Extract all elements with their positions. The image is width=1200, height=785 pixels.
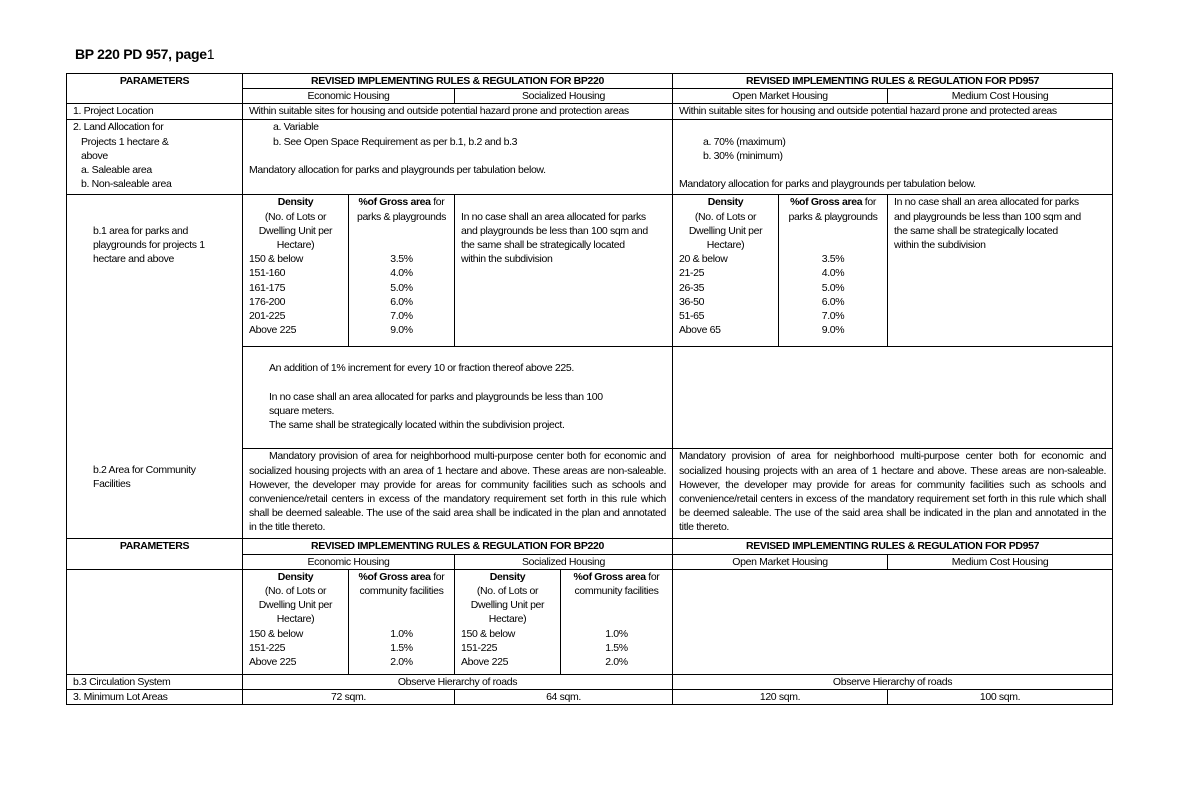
non-saleable-area-label: b. Non-saleable area bbox=[81, 178, 172, 191]
density-value: 20 & below bbox=[679, 253, 728, 266]
density-heading: Density bbox=[277, 570, 314, 583]
bp220-parks-note: In no case shall an area allocated for parks and playgrounds be less than 100 sqm and the same shall be strategically located within the subdivision bbox=[455, 195, 673, 347]
land-allocation-bp220 bbox=[243, 120, 673, 195]
percent-value: 5.0% bbox=[821, 281, 845, 294]
community-label-line: b.2 Area for Community bbox=[93, 464, 196, 477]
density-value: 161-175 bbox=[249, 281, 286, 294]
percent-value: 6.0% bbox=[821, 295, 845, 308]
open-market-housing-header: Open Market Housing bbox=[673, 89, 888, 104]
pd957-community-text: Mandatory provision of area for neighborhood multi-purpose center both for economic and socialized housing projects with an area of 1 hectare and above. These areas are non-saleable. However, the developer may provide for areas for community facilities such as schools and convenience/retail centers in excess of the mandatory requirement set forth in this rule which shall be deemed saleable. The use of the said area shall be indicated in the plan and annotated in the title thereto. bbox=[673, 449, 1113, 539]
parks-label bbox=[67, 195, 243, 347]
bp220-parks-percent: %of Gross area for parks & playgrounds 3.5% 4.0% 5.0% 6.0% 7.0% 9.0% bbox=[349, 195, 455, 347]
pd957-parks-percent: %of Gross area for parks & playgrounds 3.5% 4.0% 5.0% 6.0% 7.0% 9.0% bbox=[779, 195, 888, 347]
density-value: 150 & below bbox=[461, 627, 515, 640]
density-heading: Density bbox=[489, 570, 526, 583]
min-lot-economic: 72 sqm. bbox=[243, 690, 455, 705]
percent-value: 3.5% bbox=[821, 253, 845, 266]
socialized-housing-header: Socialized Housing bbox=[455, 554, 673, 569]
regulation-table bbox=[66, 73, 1113, 705]
percent-value: 5.0% bbox=[390, 281, 413, 294]
bp220-header: REVISED IMPLEMENTING RULES & REGULATION FOR BP220 bbox=[243, 74, 673, 89]
density-value: 151-225 bbox=[461, 641, 498, 654]
socialized-housing-header: Socialized Housing bbox=[455, 89, 673, 104]
open-market-housing-header: Open Market Housing bbox=[673, 554, 888, 569]
percent-value: 2.0% bbox=[605, 655, 628, 668]
bp220-community-text: Mandatory provision of area for neighborhood multi-purpose center both for economic and socialized housing projects with an area of 1 hectare and above. These areas are non-saleable. However, the developer may provide for areas for community facilities such as schools and convenience/retail centers in excess of the mandatory requirement set forth in this rule which shall be deemed saleable. The use of the said area shall be indicated in the plan and annotated in the title thereto. bbox=[243, 449, 673, 539]
medium-cost-housing-header: Medium Cost Housing bbox=[888, 554, 1113, 569]
economic-community-density: Density (No. of Lots or Dwelling Unit per Hectare) 150 & below 151-225 Above 225 bbox=[243, 569, 349, 674]
socialized-community-percent: %of Gross area for community facilities 1.0% 1.5% 2.0% bbox=[561, 569, 673, 674]
land-allocation-line: above bbox=[81, 149, 108, 162]
density-value: 21-25 bbox=[679, 267, 705, 280]
density-value: 51-65 bbox=[679, 309, 705, 322]
allocation-item: b. See Open Space Requirement as per b.1, b.2 and b.3 bbox=[273, 135, 518, 148]
pd957-parks-density: Density (No. of Lots or Dwelling Unit per Hectare) 20 & below 21-25 26-35 36-50 51-65 Above 65 bbox=[673, 195, 779, 347]
percent-value: 6.0% bbox=[390, 295, 413, 308]
circulation-label: b.3 Circulation System bbox=[67, 674, 243, 689]
pd957-header: REVISED IMPLEMENTING RULES & REGULATION FOR PD957 bbox=[673, 74, 1113, 89]
density-value: Above 225 bbox=[249, 324, 297, 337]
bp220-header: REVISED IMPLEMENTING RULES & REGULATION FOR BP220 bbox=[243, 539, 673, 554]
page-title: BP 220 PD 957, page1 bbox=[75, 46, 215, 62]
percent-value: 1.5% bbox=[605, 641, 628, 654]
economic-housing-header: Economic Housing bbox=[243, 89, 455, 104]
density-value: 151-225 bbox=[249, 641, 286, 654]
pd957-header: REVISED IMPLEMENTING RULES & REGULATION FOR PD957 bbox=[673, 539, 1113, 554]
economic-community-percent: %of Gross area for community facilities 1.0% 1.5% 2.0% bbox=[349, 569, 455, 674]
pd957-parks-note: In no case shall an area allocated for parks and playgrounds be less than 100 sqm and the same shall be strategically located within the subdivision bbox=[888, 195, 1113, 347]
mandatory-allocation-text: Mandatory allocation for parks and playgrounds per tabulation below. bbox=[249, 163, 546, 176]
community-label bbox=[67, 449, 243, 539]
parks-label-line: b.1 area for parks and bbox=[93, 224, 189, 237]
parameters-header: PARAMETERS bbox=[67, 74, 243, 104]
page-number: 1 bbox=[206, 46, 215, 62]
land-allocation-label bbox=[67, 120, 243, 195]
circulation-bp220: Observe Hierarchy of roads bbox=[243, 674, 673, 689]
min-lot-medium-cost: 100 sqm. bbox=[888, 690, 1113, 705]
percent-value: 2.0% bbox=[390, 655, 413, 668]
min-lot-open-market: 120 sqm. bbox=[673, 690, 888, 705]
bp220-parks-additional: An addition of 1% increment for every 10 or fraction thereof above 225. In no case shall an area allocated for parks and playgrounds be less than 100 square meters. The same shall be strategically located within the subdivision project. bbox=[243, 347, 673, 449]
percent-value: 3.5% bbox=[390, 253, 413, 266]
percent-value: 1.5% bbox=[390, 641, 413, 654]
density-value: Above 225 bbox=[461, 655, 509, 668]
land-allocation-line: Projects 1 hectare & bbox=[81, 135, 169, 148]
density-heading: Density bbox=[707, 196, 744, 209]
parameters-header: PARAMETERS bbox=[67, 539, 243, 569]
density-value: 176-200 bbox=[249, 295, 286, 308]
percent-value: 1.0% bbox=[390, 627, 413, 640]
density-value: 150 & below bbox=[249, 627, 303, 640]
density-value: 26-35 bbox=[679, 281, 705, 294]
medium-cost-housing-header: Medium Cost Housing bbox=[888, 89, 1113, 104]
density-heading: Density bbox=[277, 196, 314, 209]
project-location-bp220: Within suitable sites for housing and outside potential hazard prone and protection areas bbox=[243, 104, 673, 120]
percent-value: 4.0% bbox=[821, 267, 845, 280]
bp220-parks-density: Density (No. of Lots or Dwelling Unit per Hectare) 150 & below 151-160 161-175 176-200 201-225 Above 225 bbox=[243, 195, 349, 347]
project-location-label: 1. Project Location bbox=[67, 104, 243, 120]
percent-value: 1.0% bbox=[605, 627, 628, 640]
percent-value: 7.0% bbox=[390, 309, 413, 322]
project-location-pd957: Within suitable sites for housing and outside potential hazard prone and protected areas bbox=[673, 104, 1113, 120]
density-value: 201-225 bbox=[249, 309, 286, 322]
min-lot-label: 3. Minimum Lot Areas bbox=[67, 690, 243, 705]
percent-value: 4.0% bbox=[390, 267, 413, 280]
community-label-line: Facilities bbox=[93, 478, 131, 491]
mandatory-allocation-text: Mandatory allocation for parks and playgrounds per tabulation below. bbox=[679, 178, 976, 191]
land-allocation-pd957 bbox=[673, 120, 1113, 195]
economic-housing-header: Economic Housing bbox=[243, 554, 455, 569]
land-allocation-line: 2. Land Allocation for bbox=[73, 121, 164, 134]
allocation-item: b. 30% (minimum) bbox=[703, 149, 783, 162]
saleable-area-label: a. Saleable area bbox=[81, 163, 152, 176]
parks-label-line: hectare and above bbox=[93, 253, 175, 266]
percent-value: 9.0% bbox=[390, 324, 413, 337]
parks-label-line: playgrounds for projects 1 bbox=[93, 238, 205, 251]
circulation-pd957: Observe Hierarchy of roads bbox=[673, 674, 1113, 689]
density-value: 151-160 bbox=[249, 267, 286, 280]
percent-value: 7.0% bbox=[821, 309, 845, 322]
socialized-community-density: Density (No. of Lots or Dwelling Unit per Hectare) 150 & below 151-225 Above 225 bbox=[455, 569, 561, 674]
density-value: Above 225 bbox=[249, 655, 297, 668]
density-value: Above 65 bbox=[679, 324, 721, 337]
density-value: 36-50 bbox=[679, 295, 705, 308]
density-value: 150 & below bbox=[249, 253, 303, 266]
min-lot-socialized: 64 sqm. bbox=[455, 690, 673, 705]
allocation-item: a. 70% (maximum) bbox=[703, 135, 786, 148]
percent-value: 9.0% bbox=[821, 324, 845, 337]
allocation-item: a. Variable bbox=[273, 121, 319, 134]
